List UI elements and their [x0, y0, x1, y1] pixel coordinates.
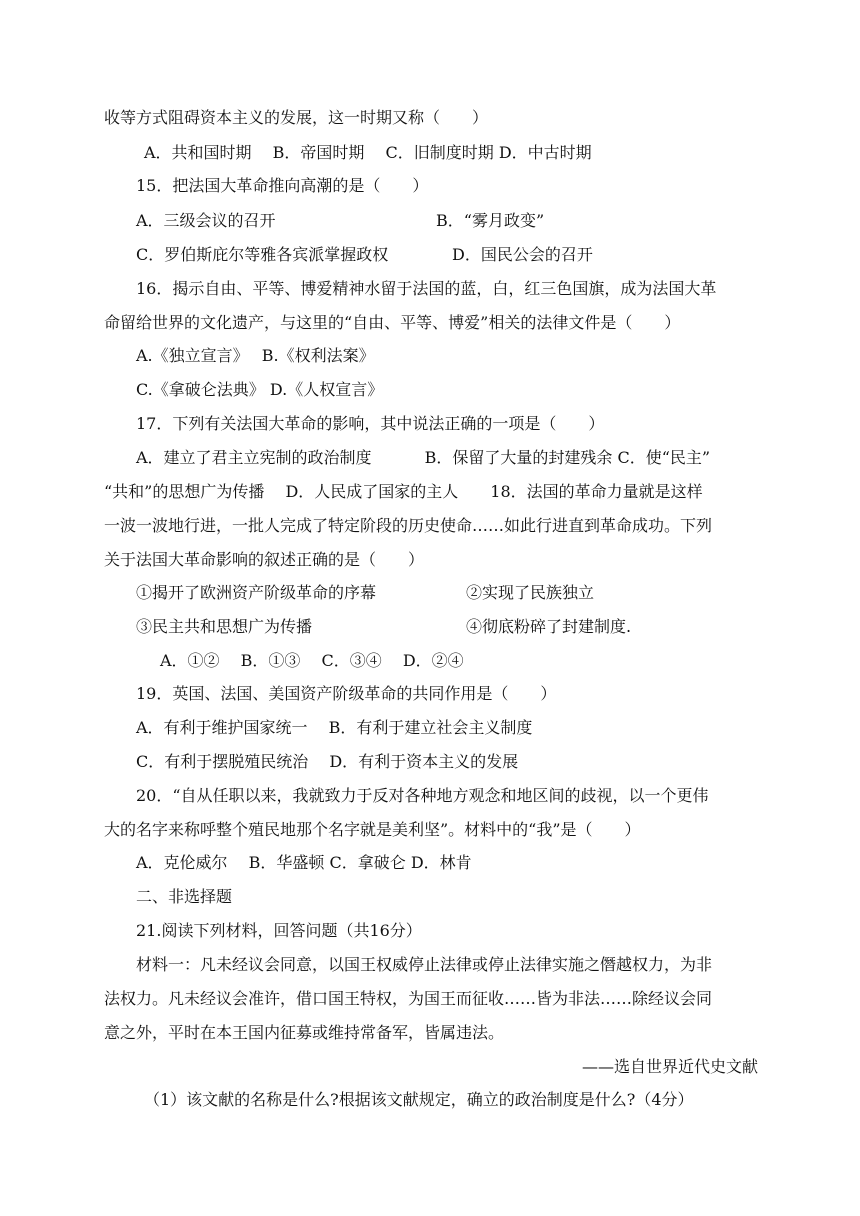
section-heading: 二、非选择题	[136, 887, 233, 906]
q20-stem-line2: 大的名字来称呼整个殖民地那个名字就是美利坚”。材料中的“我”是（ ）	[104, 820, 641, 839]
q19-options-cd: C．有利于摆脱殖民统治 D．有利于资本主义的发展	[136, 752, 519, 771]
q15-option-b: B．“雾月政变”	[436, 211, 545, 230]
q16-options-cd: C.《拿破仑法典》 D.《人权宣言》	[136, 380, 384, 399]
q15-option-a: A．三级会议的召开	[136, 211, 276, 230]
q15-stem: 15．把法国大革命推向高潮的是（ ）	[136, 176, 429, 195]
q17-stem: 17．下列有关法国大革命的影响，其中说法正确的一项是（ ）	[136, 414, 605, 433]
q16-stem-line2: 命留给世界的文化遗产，与这里的“自由、平等、博爱”相关的法律文件是（ ）	[104, 313, 681, 332]
q14-stem-end: 收等方式阻碍资本主义的发展，这一时期又称（ ）	[104, 108, 489, 127]
q18-item-3: ③民主共和思想广为传播	[136, 617, 313, 636]
q20-options: A．克伦威尔 B．华盛顿 C．拿破仑 D．林肯	[136, 853, 472, 872]
q15-option-d: D．国民公会的召开	[452, 245, 593, 264]
q14-options: A．共和国时期 B．帝国时期 C．旧制度时期 D．中古时期	[144, 143, 592, 162]
material-1-line1: 材料一：凡未经议会同意，以国王权威停止法律或停止法律实施之僭越权力，为非	[136, 955, 713, 974]
material-1-line2: 法权力。凡未经议会准许，借口国王特权，为国王而征收……皆为非法……除经议会同	[104, 989, 713, 1008]
q18-item-4: ④彻底粉碎了封建制度.	[466, 617, 632, 636]
q18-stem-line2: 一波一波地行进，一批人完成了特定阶段的历史使命……如此行进直到革命成功。下列	[104, 516, 713, 535]
q17-options-line2: “共和”的思想广为传播 D．人民成了国家的主人 18．法国的革命力量就是这样	[104, 482, 703, 501]
q19-stem: 19．英国、法国、美国资产阶级革命的共同作用是（ ）	[136, 684, 557, 703]
material-1-source: ——选自世界近代史文献	[581, 1057, 758, 1076]
q21-sub1: （1）该文献的名称是什么?根据该文献规定，确立的政治制度是什么?（4分）	[144, 1090, 694, 1109]
q21-stem: 21.阅读下列材料，回答问题（共16分）	[136, 921, 422, 940]
q20-stem-line1: 20．“自从任职以来，我就致力于反对各种地方观念和地区间的歧视，以一个更伟	[136, 786, 709, 805]
q18-item-1: ①揭开了欧洲资产阶级革命的序幕	[136, 583, 377, 602]
q16-stem-line1: 16．揭示自由、平等、博爱精神水留于法国的蓝，白，红三色国旗，成为法国大革	[136, 279, 717, 298]
q19-options-ab: A．有利于维护国家统一 B．有利于建立社会主义制度	[136, 718, 533, 737]
q18-item-2: ②实现了民族独立	[466, 583, 595, 602]
q16-options-ab: A.《独立宣言》 B.《权利法案》	[136, 346, 375, 365]
q15-option-c: C．罗伯斯庇尔等雅各宾派掌握政权	[136, 245, 389, 264]
q18-options: A．①② B．①③ C．③④ D．②④	[160, 651, 464, 670]
material-1-line3: 意之外，平时在本王国内征募或维持常备军，皆属违法。	[104, 1023, 505, 1042]
q18-stem-line3: 关于法国大革命影响的叙述正确的是（ ）	[104, 550, 425, 569]
q17-options-line1: A．建立了君主立宪制的政治制度 B．保留了大量的封建残余 C．使“民主”	[136, 448, 711, 467]
